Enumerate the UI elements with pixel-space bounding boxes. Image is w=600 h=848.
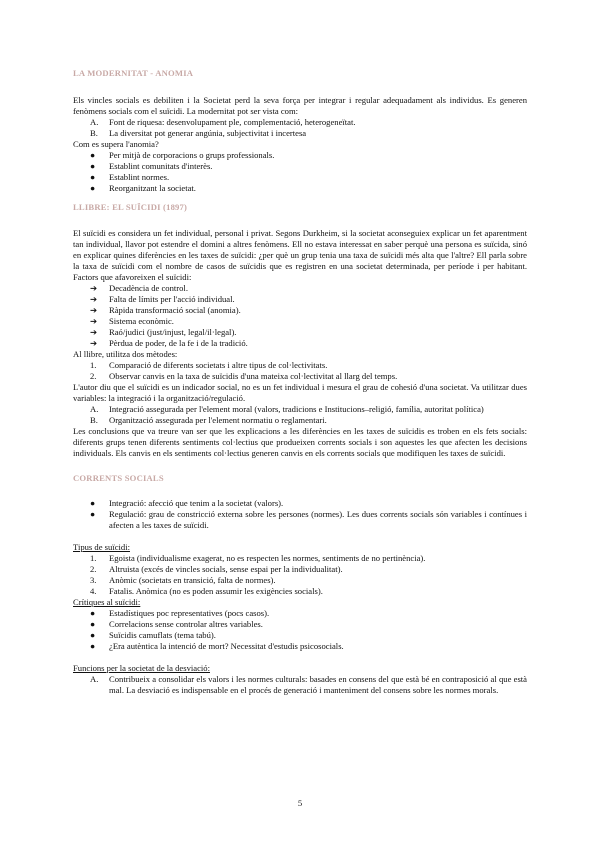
section-title-suicidi: LLIBRE: EL SUÏCIDI (1897) xyxy=(73,202,188,212)
bullet-icon: ● xyxy=(90,183,96,193)
list-marker: 2. xyxy=(90,371,97,381)
list-item: 1. Comparació de diferents societats i altre tipus de col·lectivitats. xyxy=(90,360,328,370)
section-title-modernitat: LA MODERNITAT - ANOMIA xyxy=(73,68,194,78)
section-title-corrents: CORRENTS SOCIALS xyxy=(73,473,164,483)
list-item: ● Estadístiques poc representatives (pocs casos). xyxy=(90,608,270,618)
list-marker: 1. xyxy=(90,553,97,563)
paragraph-methods-intro: Al llibre, utilitza dos mètodes: xyxy=(73,349,178,359)
heading-suicide-types: Tipus de suïcidi: xyxy=(73,542,130,552)
list-social-currents xyxy=(73,498,527,531)
list-modernitat-views xyxy=(73,117,527,139)
list-item: 3. Anòmic (societats en transició, falta de normes). xyxy=(90,575,276,585)
list-item: 2. Observar canvis en la taxa de suïcidis d'una mateixa col·lectivitat al llarg del temps. xyxy=(90,371,398,381)
list-item: ➔ Pèrdua de poder, de la fe i de la tradició. xyxy=(90,338,248,348)
list-item: ➔ Sistema econòmic. xyxy=(90,316,174,326)
list-item: B. La diversitat pot generar angúnia, subjectivitat i incertesa xyxy=(90,128,307,138)
bullet-icon: ● xyxy=(90,172,96,182)
list-marker: 2. xyxy=(90,564,97,574)
list-item: ➔ Ràpida transformació social (anomia). xyxy=(90,305,241,315)
paragraph-suicidi-intro: El suïcidi es considera un fet individual, personal i privat. Segons Durkheim, si la societat aconseguiex explicar un fet aparentment tan individual, llavor pot estendre el domini a altres fenòmens. Ell no estava interessat en saber perquè una persona es suïcida, sinó en explicar quines diferències en les taxes de suïcidi: ¿per què un grup tenia una taxa de suïcidi més alta que l'altre? Ell parla sobre la taxa de suïcidi com el nombre de casos de suïcidis que es registren en una societat determinada, per període i per habitant. Factors que afavoreixen el suïcidi: xyxy=(73,228,527,282)
list-item: 4. Fatalis. Anòmica (no es poden assumir les exigències socials). xyxy=(90,586,323,596)
list-variables xyxy=(73,404,527,426)
list-item: A. Contribueix a consolidar els valors i les normes culturals: basades en consens del que està bé en contraposició al que està mal. La desviació es indispensable en el procés de generació i manteniment del consens sobre les normes morals. xyxy=(90,674,527,695)
page-content xyxy=(73,68,527,696)
arrow-right-icon: ➔ xyxy=(90,338,98,348)
arrow-right-icon: ➔ xyxy=(90,316,98,326)
bullet-icon: ● xyxy=(90,150,96,160)
page-number: 5 xyxy=(297,798,303,808)
list-suicide-factors xyxy=(73,283,527,349)
list-marker: 1. xyxy=(90,360,97,370)
list-item: B. Organització assegurada per l'element normatiu o reglamentari. xyxy=(90,415,327,425)
list-marker: 4. xyxy=(90,586,97,596)
list-marker: A. xyxy=(90,674,99,684)
list-anomia-solutions xyxy=(73,150,527,194)
heading-critiques: Crítiques al suïcidi: xyxy=(73,597,141,607)
bullet-icon: ● xyxy=(90,509,96,519)
list-item: ● Regulació: grau de constricció externa sobre les persones (normes). Les dues corrents socials són variables i contínues i afecten a les taxes de suïcidi. xyxy=(90,509,527,530)
paragraph-conclusion: Les conclusions que va treure van ser que les explicacions a les diferències en les taxes de suïcidis es troben en els fets socials: diferents grups tenen diferents sentiments col·lectius que produeixen corrents socials i son aquestes les que afecten les decisions individuals. Els canvis en els sentiments col·lectius generen canvis en els corrents socials que modifiquen les taxes de suïcidi. xyxy=(73,426,527,458)
list-item: ● Establint normes. xyxy=(90,172,170,182)
bullet-icon: ● xyxy=(90,498,96,508)
bullet-icon: ● xyxy=(90,608,96,618)
list-deviation-functions xyxy=(73,674,527,696)
heading-deviation-functions: Funcions per la societat de la desviació: xyxy=(73,663,210,673)
list-item: ● Correlacions sense controlar altres variables. xyxy=(90,619,263,629)
list-marker: 3. xyxy=(90,575,97,585)
list-item: ➔ Decadència de control. xyxy=(90,283,188,293)
bullet-icon: ● xyxy=(90,641,96,651)
bullet-icon: ● xyxy=(90,161,96,171)
list-item: 2. Altruista (excés de vincles socials, sense espai per la individualitat). xyxy=(90,564,343,574)
arrow-right-icon: ➔ xyxy=(90,283,98,293)
list-suicide-types xyxy=(73,553,527,597)
bullet-icon: ● xyxy=(90,619,96,629)
list-item: ➔ Falta de límits per l'acció individual. xyxy=(90,294,235,304)
list-item: A. Font de riquesa: desenvolupament ple, complementació, heterogeneïtat. xyxy=(90,117,356,127)
list-item: ● Establint comunitats d'interès. xyxy=(90,161,213,171)
list-item: ● Suïcidis camuflats (tema tabú). xyxy=(90,630,216,640)
list-item: 1. Egoista (individualisme exagerat, no es respecten les normes, sentiments de no pertinència). xyxy=(90,553,426,563)
list-marker: B. xyxy=(90,128,98,138)
arrow-right-icon: ➔ xyxy=(90,294,98,304)
list-item: ● Per mitjà de corporacions o grups professionals. xyxy=(90,150,275,160)
list-item: A. Integració assegurada per l'element moral (valors, tradicions e Institucions–religió, família, autoritat política) xyxy=(90,404,484,414)
list-item: ● ¿Era autèntica la intenció de mort? Necessitat d'estudis psicosocials. xyxy=(90,641,344,651)
question-anomia: Com es supera l'anomia? xyxy=(73,139,159,149)
list-item: ● Reorganitzant la societat. xyxy=(90,183,196,193)
bullet-icon: ● xyxy=(90,630,96,640)
list-critiques xyxy=(73,608,527,652)
list-item: ➔ Raó/judici (just/injust, legal/il·legal). xyxy=(90,327,237,337)
paragraph-indicator: L'autor diu que el suïcidi es un indicador social, no es un fet individual i mesura el grau de cohesió d'una societat. Va utilitzar dues variables: la integració i la organització/regulació. xyxy=(73,382,527,403)
list-methods xyxy=(73,360,527,382)
arrow-right-icon: ➔ xyxy=(90,327,98,337)
arrow-right-icon: ➔ xyxy=(90,305,98,315)
list-item: ● Integració: afecció que tenim a la societat (valors). xyxy=(90,498,284,508)
list-marker: B. xyxy=(90,415,98,425)
list-marker: A. xyxy=(90,117,99,127)
paragraph-modernitat-intro: Els vincles socials es debiliten i la Societat perd la seva força per integrar i regular adequadament als individus. Es generen fenòmens socials com el suïcidi. La modernitat pot ser vista com: xyxy=(73,95,527,116)
list-marker: A. xyxy=(90,404,99,414)
